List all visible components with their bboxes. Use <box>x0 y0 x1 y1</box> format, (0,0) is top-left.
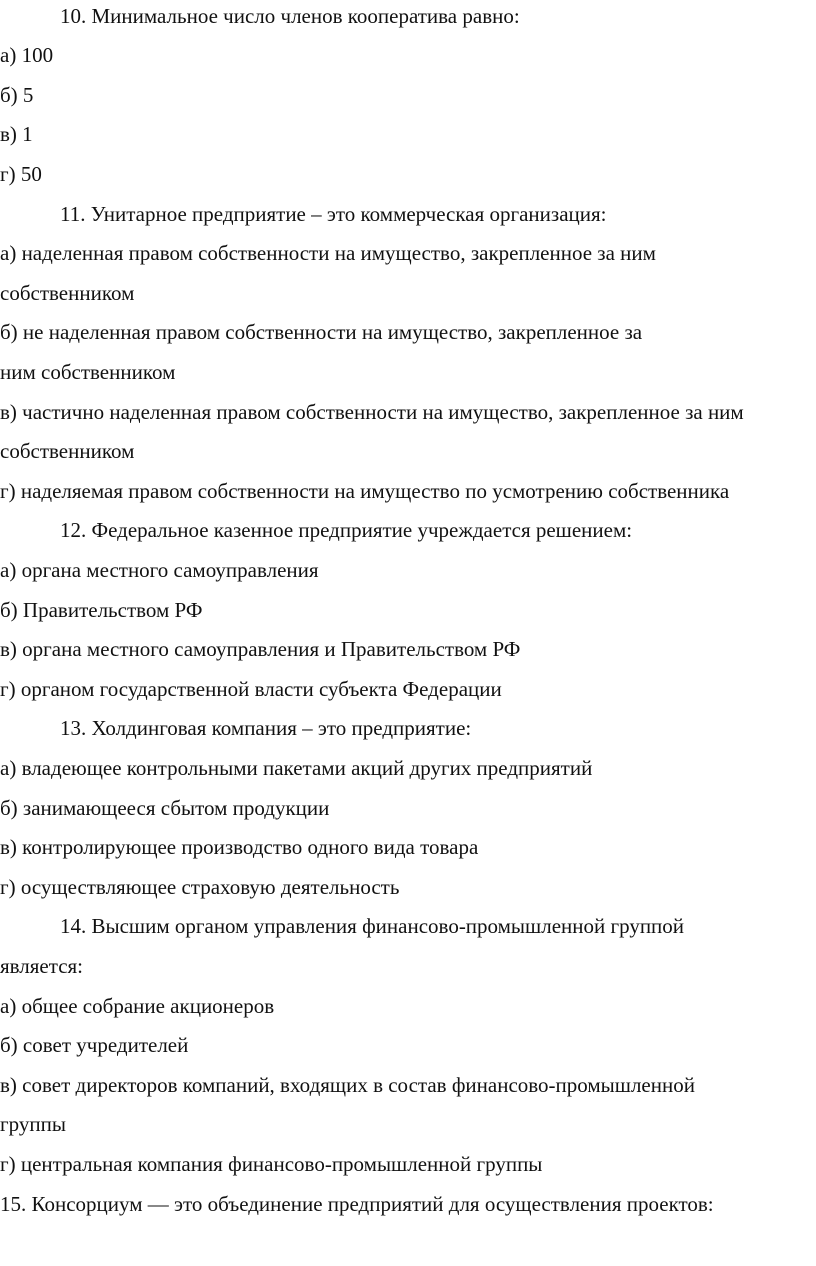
question-13-option-a: а) владеющее контрольными пакетами акций других предприятий <box>0 756 593 780</box>
question-13-text: 13. Холдинговая компания – это предприятие: <box>60 716 472 740</box>
question-14-option-b: б) совет учредителей <box>0 1033 189 1057</box>
question-11-option-b-line1: б) не наделенная правом собственности на имущество, закрепленное за <box>0 320 643 344</box>
question-13-option-d: г) осуществляющее страховую деятельность <box>0 875 400 899</box>
question-13-option-c: в) контролирующее производство одного вида товара <box>0 835 479 859</box>
question-11-option-a-line1: а) наделенная правом собственности на имущество, закрепленное за ним <box>0 241 656 265</box>
question-10-option-b: б) 5 <box>0 83 34 107</box>
question-12-text: 12. Федеральное казенное предприятие учреждается решением: <box>60 518 633 542</box>
question-15-text: 15. Консорциум — это объединение предприятий для осуществления проектов: <box>0 1192 714 1216</box>
question-14-text-line1: 14. Высшим органом управления финансово-промышленной группой <box>60 914 685 938</box>
question-14-option-c-line2: группы <box>0 1112 66 1136</box>
question-12-option-b: б) Правительством РФ <box>0 598 203 622</box>
question-13-option-b: б) занимающееся сбытом продукции <box>0 796 330 820</box>
question-11-option-d: г) наделяемая правом собственности на имущество по усмотрению собственника <box>0 479 730 503</box>
question-10-option-a: а) 100 <box>0 43 54 67</box>
question-10-option-c: в) 1 <box>0 122 33 146</box>
question-10-text: 10. Минимальное число членов кооператива равно: <box>60 4 520 28</box>
question-12-option-c: в) органа местного самоуправления и Правительством РФ <box>0 637 521 661</box>
question-11-option-b-line2: ним собственником <box>0 360 176 384</box>
question-11-text: 11. Унитарное предприятие – это коммерческая организация: <box>60 202 607 226</box>
question-12-option-d: г) органом государственной власти субъекта Федерации <box>0 677 502 701</box>
question-14-option-c-line1: в) совет директоров компаний, входящих в состав финансово-промышленной <box>0 1073 695 1097</box>
question-12-option-a: а) органа местного самоуправления <box>0 558 319 582</box>
question-11-option-c-line2: собственником <box>0 439 135 463</box>
question-14-option-d: г) центральная компания финансово-промышленной группы <box>0 1152 543 1176</box>
question-11-option-a-line2: собственником <box>0 281 135 305</box>
question-14-option-a: а) общее собрание акционеров <box>0 994 275 1018</box>
question-14-text-line2: является: <box>0 954 84 978</box>
question-11-option-c-line1: в) частично наделенная правом собственности на имущество, закрепленное за ним <box>0 400 744 424</box>
question-10-option-d: г) 50 <box>0 162 42 186</box>
